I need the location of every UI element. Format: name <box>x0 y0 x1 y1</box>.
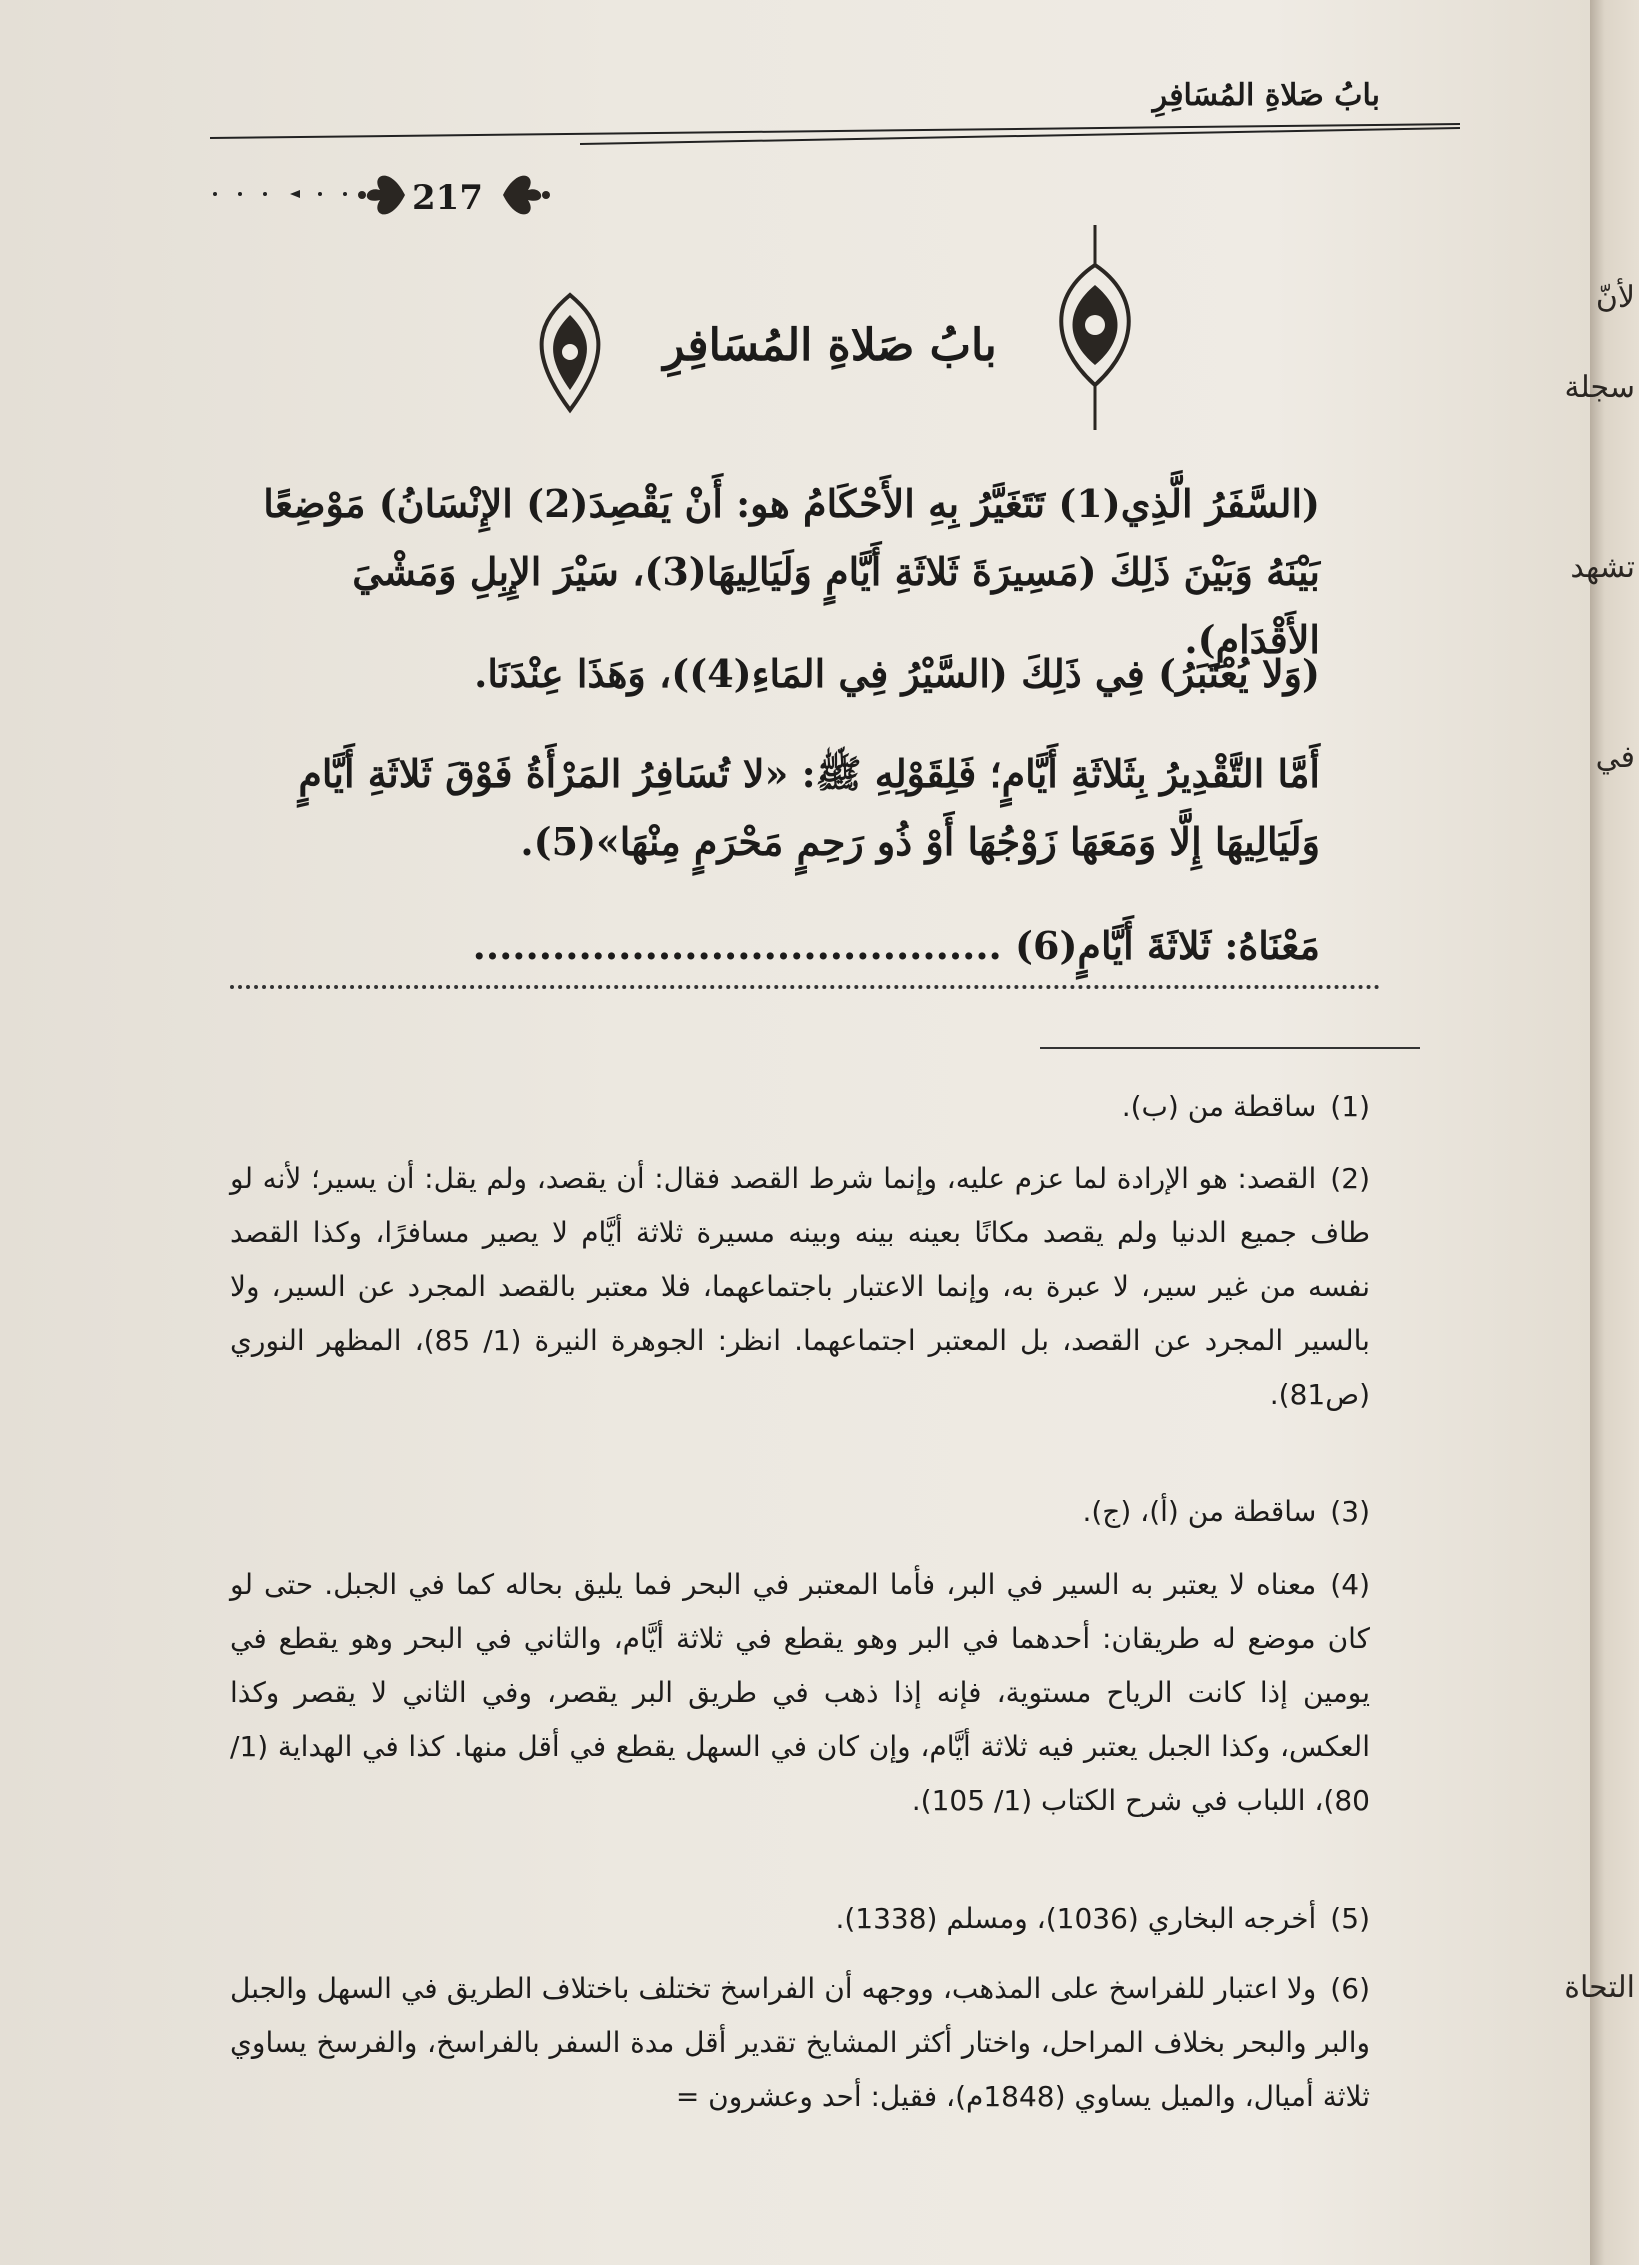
adjacent-page-fragment: سجلة <box>1564 370 1635 405</box>
page-number-ornament-left <box>350 160 410 230</box>
chapter-title: بابُ صَلاةِ المُسَافِرِ <box>663 320 997 371</box>
running-head: بابُ صَلاةِ المُسَافِرِ <box>1152 78 1380 113</box>
footnote-6 <box>230 1962 1370 2124</box>
adjacent-page-fragment: لأنّ <box>1595 280 1635 315</box>
matn-paragraph-4: مَعْنَاهُ: ثَلاثَةَ أَيَّامٍ(6) ........................................ <box>472 923 1320 968</box>
matn-paragraph-3: أَمَّا التَّقْدِيرُ بِثَلاثَةِ أَيَّامٍ؛ فَلِقَوْلِهِ ﷺ: «لا تُسَافِرُ المَرْأَةُ فَوْقَ ثَلاثَةِ أَيَّامٍ وَلَيَالِيهَا إِلَّا وَمَعَهَا زَوْجُهَا أَوْ ذُو رَحِمٍ مَحْرَمٍ مِنْهَا»(5). <box>298 751 1320 864</box>
chapter-ornament-top <box>1040 225 1150 435</box>
footnote-rule <box>1040 1047 1420 1049</box>
footnote-3 <box>230 1485 1370 1539</box>
footnote-number: (5) <box>1330 1902 1370 1935</box>
chapter-ornament-left <box>520 290 620 420</box>
adjacent-page-edge <box>1564 0 1639 2265</box>
footnote-number: (2) <box>1330 1162 1370 1195</box>
adjacent-page-fragment: في <box>1595 740 1635 775</box>
footnote-number: (4) <box>1330 1568 1370 1601</box>
footnote-text: القصد: هو الإرادة لما عزم عليه، وإنما شرط القصد فقال: أن يقصد، ولم يقل: أن يسير؛ لأنه لو طاف جميع الدنيا ولم يقصد مكانًا بعينه بينه وبينه مسيرة ثلاثة أيَّام لا يصير مسافرًا، وكذا القصد نفسه من غير سير، لا عبرة به، وإنما الاعتبار باجتماعهما، فلا معتبر بالقصد المجرد عن السير، ولا بالسير المجرد عن القصد، بل المعتبر اجتماعهما. انظر: الجوهرة النيرة (1/ 85)، المظهر النوري (ص81). <box>230 1162 1370 1411</box>
footnote-text: أخرجه البخاري (1036)، ومسلم (1338). <box>835 1902 1317 1935</box>
adjacent-page-fragment: التحاة <box>1564 1970 1635 2005</box>
footnote-1 <box>230 1080 1370 1134</box>
footnote-2 <box>230 1152 1370 1422</box>
page-number-ornament-right <box>498 160 558 230</box>
matn-paragraph-2: (وَلا يُعْتَبَرُ) فِي ذَلِكَ (السَّيْرُ فِي المَاءِ(4))، وَهَذَا عِنْدَنَا. <box>474 651 1320 696</box>
adjacent-page-fragment: تشهد <box>1570 550 1635 585</box>
footnote-5 <box>230 1892 1370 1946</box>
footnote-text: ولا اعتبار للفراسخ على المذهب، ووجهه أن الفراسخ تختلف باختلاف الطريق في السهل والجبل والبر والبحر بخلاف المراحل، واختار أكثر المشايخ تقدير أقل مدة السفر بالفراسخ، والفرسخ يساوي ثلاثة أميال، والميل يساوي (1848م)، فقيل: أحد وعشرون = <box>230 1972 1370 2113</box>
footnote-text: ساقطة من (ب). <box>1121 1090 1317 1123</box>
dotted-separator <box>230 985 1380 989</box>
footnote-4 <box>230 1558 1370 1828</box>
footnote-text: ساقطة من (أ)، (ج). <box>1082 1495 1317 1528</box>
footnote-number: (6) <box>1330 1972 1370 2005</box>
page-number: 217 <box>412 178 483 218</box>
matn-paragraph-1: (السَّفَرُ الَّذِي(1) تَتَغَيَّرُ بِهِ الأَحْكَامُ هو: أَنْ يَقْصِدَ(2) الإِنْسَانُ) مَوْضِعًا بَيْنَهُ وَبَيْنَ ذَلِكَ (مَسِيرَةَ ثَلاثَةِ أَيَّامٍ وَلَيَالِيهَا(3)، سَيْرَ الإِبِلِ وَمَشْيَ الأَقْدَامِ). <box>263 481 1320 662</box>
footnote-number: (1) <box>1330 1090 1370 1123</box>
footnote-text: معناه لا يعتبر به السير في البر، فأما المعتبر في البحر فما يليق بحاله كما في الجبل. حتى لو كان موضع له طريقان: أحدهما في البر وهو يقطع في ثلاثة أيَّام، والثاني في البحر وهو يقطع في يومين إذا كانت الرياح مستوية، فإنه إذا ذهب في طريق البر يقصر، وفي الثاني لا يقصر وكذا العكس، وكذا الجبل يعتبر فيه ثلاثة أيَّام، وإن كان في السهل يقطع في أقل منها. كذا في الهداية (1/ 80)، اللباب في شرح الكتاب (1/ 105). <box>230 1568 1370 1817</box>
footnote-number: (3) <box>1330 1495 1370 1528</box>
